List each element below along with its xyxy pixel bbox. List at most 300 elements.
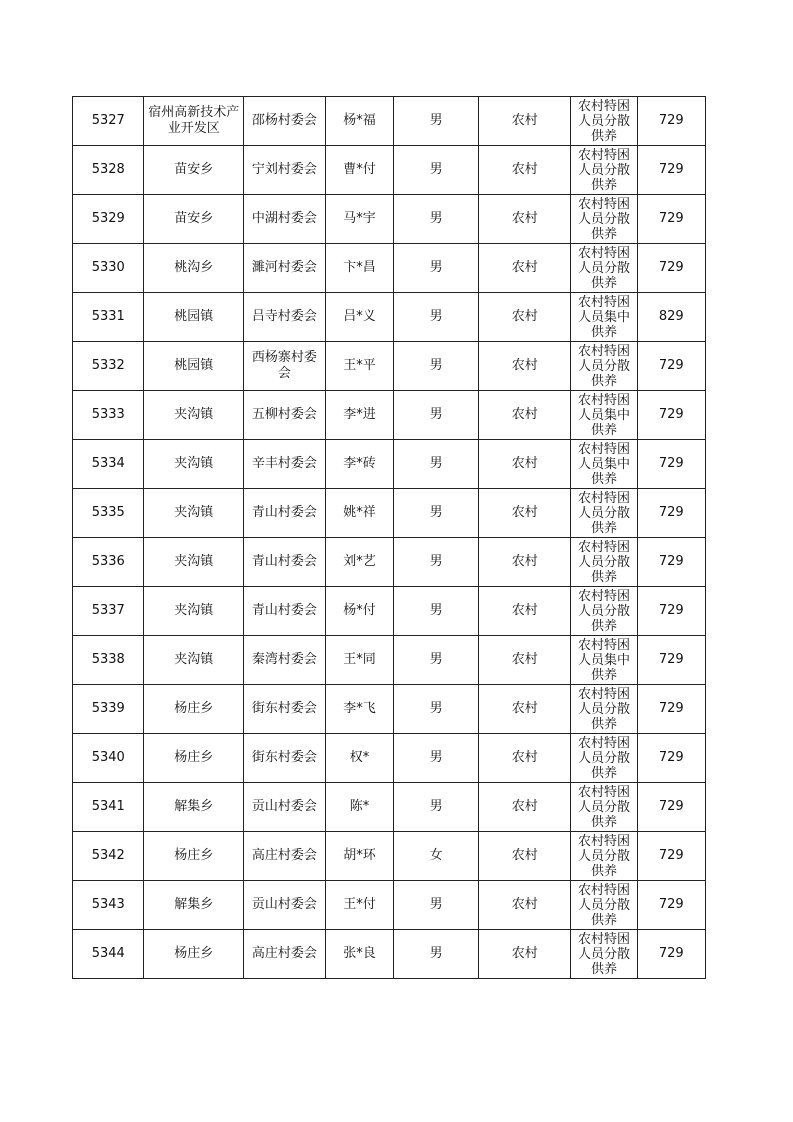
village-committee-cell [243, 440, 325, 489]
area-type-cell [479, 881, 571, 930]
area-type-text: 农村 [511, 554, 538, 569]
table-row [73, 440, 706, 489]
serial-number-text: 5327 [91, 113, 125, 128]
assistance-type-line: 农村特困 [577, 638, 630, 653]
assistance-type-line: 供养 [590, 815, 617, 830]
gender-text: 男 [429, 113, 443, 128]
village-committee-text: 濉河村委会 [251, 260, 317, 275]
assistance-type-line: 人员分散 [577, 702, 630, 717]
assistance-type-line: 供养 [590, 913, 617, 928]
table-row [73, 244, 706, 293]
area-type-text: 农村 [511, 309, 538, 324]
serial-number-cell [73, 538, 144, 587]
gender-text: 男 [429, 750, 443, 765]
assistance-type-line: 供养 [590, 766, 617, 781]
township-cell [144, 342, 243, 391]
area-type-cell [479, 244, 571, 293]
area-type-text: 农村 [511, 652, 538, 667]
person-name-text: 刘*艺 [343, 554, 376, 569]
village-committee-text: 街东村委会 [251, 701, 317, 716]
area-type-cell [479, 146, 571, 195]
township-cell [144, 293, 243, 342]
serial-number-cell [73, 195, 144, 244]
assistance-type-line: 供养 [590, 276, 617, 291]
township-text: 杨庄乡 [174, 750, 214, 765]
assistance-type-cell [571, 440, 637, 489]
serial-number-cell [73, 244, 144, 293]
gender-text: 男 [429, 701, 443, 716]
amount-cell [637, 244, 705, 293]
village-committee-text: 青山村委会 [251, 603, 317, 618]
assistance-type-text [571, 734, 636, 782]
assistance-type-text [571, 636, 636, 684]
assistance-type-cell [571, 538, 637, 587]
assistance-type-text [571, 244, 636, 292]
village-committee-cell [243, 342, 325, 391]
assistance-type-line: 人员分散 [577, 359, 630, 374]
person-name-cell [325, 636, 393, 685]
village-committee-cell [243, 930, 325, 979]
assistance-type-text [571, 930, 636, 978]
gender-cell [394, 293, 479, 342]
amount-cell [637, 489, 705, 538]
person-name-cell [325, 881, 393, 930]
area-type-text: 农村 [511, 750, 538, 765]
village-committee-cell [243, 636, 325, 685]
person-name-text: 曹*付 [343, 162, 376, 177]
village-committee-text: 高庄村委会 [251, 946, 317, 961]
township-cell [144, 734, 243, 783]
serial-number-text: 5340 [91, 750, 125, 765]
amount-text: 729 [658, 211, 684, 226]
gender-cell [394, 587, 479, 636]
assistance-type-cell [571, 195, 637, 244]
person-name-cell [325, 538, 393, 587]
township-text: 夹沟镇 [174, 407, 214, 422]
assistance-type-line: 人员分散 [577, 555, 630, 570]
amount-text: 729 [658, 652, 684, 667]
village-committee-cell [243, 881, 325, 930]
assistance-type-text [571, 685, 636, 733]
township-cell [144, 440, 243, 489]
assistance-type-line: 人员分散 [577, 849, 630, 864]
village-committee-cell [243, 195, 325, 244]
person-name-text: 王*付 [343, 897, 376, 912]
township-text: 夹沟镇 [174, 456, 214, 471]
table-row [73, 881, 706, 930]
gender-cell [394, 538, 479, 587]
assistance-type-line: 供养 [590, 129, 617, 144]
area-type-text: 农村 [511, 946, 538, 961]
person-name-cell [325, 832, 393, 881]
assistance-type-line: 供养 [590, 423, 617, 438]
village-committee-cell [243, 146, 325, 195]
assistance-type-line: 农村特困 [577, 736, 630, 751]
township-cell [144, 930, 243, 979]
township-cell [144, 195, 243, 244]
township-text: 桃园镇 [174, 309, 214, 324]
amount-text: 729 [658, 113, 684, 128]
serial-number-text: 5328 [91, 162, 125, 177]
table-row [73, 832, 706, 881]
township-text: 桃沟乡 [174, 260, 214, 275]
area-type-cell [479, 195, 571, 244]
gender-text: 男 [429, 652, 443, 667]
serial-number-text: 5339 [91, 701, 125, 716]
person-name-text: 李*砖 [343, 456, 376, 471]
assistance-type-line: 供养 [590, 668, 617, 683]
township-text: 杨庄乡 [174, 848, 214, 863]
gender-text: 男 [429, 260, 443, 275]
assistance-type-line: 人员分散 [577, 212, 630, 227]
gender-cell [394, 832, 479, 881]
township-cell [144, 244, 243, 293]
area-type-text: 农村 [511, 897, 538, 912]
person-name-cell [325, 930, 393, 979]
area-type-cell [479, 97, 571, 146]
township-cell [144, 587, 243, 636]
person-name-cell [325, 391, 393, 440]
assistance-type-cell [571, 97, 637, 146]
assistance-type-text [571, 440, 636, 488]
amount-text: 829 [658, 309, 684, 324]
area-type-cell [479, 342, 571, 391]
township-text: 夹沟镇 [174, 505, 214, 520]
assistance-type-line: 农村特困 [577, 197, 630, 212]
area-type-cell [479, 636, 571, 685]
serial-number-text: 5331 [91, 309, 125, 324]
assistance-type-line: 人员分散 [577, 604, 630, 619]
amount-cell [637, 685, 705, 734]
serial-number-text: 5335 [91, 505, 125, 520]
person-name-text: 杨*福 [343, 113, 376, 128]
serial-number-cell [73, 881, 144, 930]
assistance-type-cell [571, 293, 637, 342]
table-row [73, 587, 706, 636]
area-type-text: 农村 [511, 211, 538, 226]
amount-text: 729 [658, 162, 684, 177]
person-name-cell [325, 97, 393, 146]
village-committee-text: 中湖村委会 [251, 211, 317, 226]
assistance-type-line: 供养 [590, 962, 617, 977]
amount-cell [637, 146, 705, 195]
village-committee-text: 宁刘村委会 [251, 162, 317, 177]
gender-text: 男 [429, 946, 443, 961]
assistance-type-line: 供养 [590, 472, 617, 487]
assistance-type-line: 农村特困 [577, 99, 630, 114]
serial-number-text: 5343 [91, 897, 125, 912]
gender-text: 男 [429, 897, 443, 912]
assistance-type-line: 供养 [590, 374, 617, 389]
township-text: 宿州高新技术产业开发区 [148, 105, 240, 136]
township-text: 苗安乡 [174, 211, 214, 226]
serial-number-cell [73, 783, 144, 832]
township-text: 夹沟镇 [174, 652, 214, 667]
table-row [73, 97, 706, 146]
gender-cell [394, 783, 479, 832]
assistance-type-text [571, 489, 636, 537]
amount-text: 729 [658, 407, 684, 422]
assistance-type-text [571, 587, 636, 635]
assistance-type-text [571, 342, 636, 390]
person-name-text: 姚*祥 [343, 505, 376, 520]
village-committee-cell [243, 244, 325, 293]
assistance-type-cell [571, 489, 637, 538]
assistance-type-cell [571, 685, 637, 734]
person-name-text: 杨*付 [343, 603, 376, 618]
table-row [73, 636, 706, 685]
assistance-type-cell [571, 244, 637, 293]
person-name-cell [325, 587, 393, 636]
township-text: 杨庄乡 [174, 946, 214, 961]
assistance-type-line: 供养 [590, 570, 617, 585]
amount-text: 729 [658, 260, 684, 275]
person-name-text: 张*良 [343, 946, 376, 961]
assistance-type-line: 农村特困 [577, 540, 630, 555]
village-committee-text: 青山村委会 [251, 505, 317, 520]
assistance-type-line: 供养 [590, 864, 617, 879]
township-text: 夹沟镇 [174, 603, 214, 618]
table-row [73, 146, 706, 195]
township-text: 桃园镇 [174, 358, 214, 373]
serial-number-text: 5338 [91, 652, 125, 667]
assistance-type-cell [571, 146, 637, 195]
area-type-text: 农村 [511, 456, 538, 471]
amount-cell [637, 195, 705, 244]
township-cell [144, 391, 243, 440]
gender-text: 男 [429, 162, 443, 177]
assistance-type-line: 农村特困 [577, 687, 630, 702]
person-name-cell [325, 489, 393, 538]
assistance-type-line: 农村特困 [577, 442, 630, 457]
assistance-type-cell [571, 930, 637, 979]
assistance-type-line: 农村特困 [577, 246, 630, 261]
assistance-type-text [571, 391, 636, 439]
amount-text: 729 [658, 358, 684, 373]
table-row [73, 391, 706, 440]
amount-text: 729 [658, 750, 684, 765]
assistance-type-text [571, 195, 636, 243]
gender-text: 女 [429, 848, 443, 863]
amount-text: 729 [658, 848, 684, 863]
assistance-type-line: 农村特困 [577, 295, 630, 310]
assistance-type-cell [571, 734, 637, 783]
township-cell [144, 489, 243, 538]
person-name-cell [325, 440, 393, 489]
table-row [73, 734, 706, 783]
assistance-type-line: 农村特困 [577, 344, 630, 359]
area-type-cell [479, 685, 571, 734]
person-name-text: 王*同 [343, 652, 376, 667]
gender-cell [394, 244, 479, 293]
person-name-cell [325, 734, 393, 783]
serial-number-cell [73, 391, 144, 440]
assistance-type-line: 人员分散 [577, 163, 630, 178]
assistance-type-text [571, 881, 636, 929]
amount-cell [637, 440, 705, 489]
table-row [73, 685, 706, 734]
amount-text: 729 [658, 799, 684, 814]
gender-text: 男 [429, 505, 443, 520]
gender-cell [394, 636, 479, 685]
assistance-type-line: 供养 [590, 227, 617, 242]
person-name-text: 吕*义 [343, 309, 376, 324]
person-name-text: 胡*环 [343, 848, 376, 863]
area-type-cell [479, 391, 571, 440]
amount-cell [637, 734, 705, 783]
gender-cell [394, 440, 479, 489]
assistance-type-line: 人员集中 [577, 408, 630, 423]
table-row [73, 783, 706, 832]
person-name-cell [325, 783, 393, 832]
area-type-text: 农村 [511, 358, 538, 373]
area-type-cell [479, 293, 571, 342]
township-text: 解集乡 [174, 799, 214, 814]
serial-number-text: 5336 [91, 554, 125, 569]
person-name-text: 陈* [349, 799, 370, 814]
assistance-type-line: 人员分散 [577, 800, 630, 815]
assistance-type-text [571, 783, 636, 831]
area-type-text: 农村 [511, 701, 538, 716]
township-cell [144, 832, 243, 881]
person-name-text: 权* [349, 750, 370, 765]
table-body [73, 97, 706, 979]
area-type-text: 农村 [511, 407, 538, 422]
person-name-cell [325, 195, 393, 244]
assistance-type-text [571, 832, 636, 880]
serial-number-text: 5337 [91, 603, 125, 618]
gender-text: 男 [429, 456, 443, 471]
township-cell [144, 685, 243, 734]
village-committee-text: 邵杨村委会 [251, 113, 317, 128]
serial-number-text: 5341 [91, 799, 125, 814]
serial-number-cell [73, 293, 144, 342]
person-name-cell [325, 342, 393, 391]
amount-text: 729 [658, 456, 684, 471]
serial-number-cell [73, 342, 144, 391]
gender-text: 男 [429, 554, 443, 569]
assistance-type-line: 供养 [590, 325, 617, 340]
area-type-cell [479, 587, 571, 636]
township-cell [144, 146, 243, 195]
assistance-type-line: 供养 [590, 619, 617, 634]
assistance-type-line: 人员分散 [577, 947, 630, 962]
assistance-type-text [571, 538, 636, 586]
village-committee-text: 西杨寨村委会 [251, 350, 317, 381]
area-type-text: 农村 [511, 260, 538, 275]
assistance-type-cell [571, 783, 637, 832]
area-type-text: 农村 [511, 848, 538, 863]
amount-cell [637, 930, 705, 979]
serial-number-cell [73, 636, 144, 685]
amount-text: 729 [658, 897, 684, 912]
assistance-type-line: 供养 [590, 717, 617, 732]
amount-text: 729 [658, 505, 684, 520]
assistance-type-cell [571, 587, 637, 636]
amount-cell [637, 783, 705, 832]
township-text: 解集乡 [174, 897, 214, 912]
assistance-type-line: 人员集中 [577, 310, 630, 325]
area-type-cell [479, 440, 571, 489]
table-row [73, 930, 706, 979]
serial-number-text: 5333 [91, 407, 125, 422]
area-type-text: 农村 [511, 799, 538, 814]
amount-text: 729 [658, 946, 684, 961]
assistance-type-line: 农村特困 [577, 834, 630, 849]
serial-number-cell [73, 489, 144, 538]
village-committee-cell [243, 538, 325, 587]
assistance-type-line: 供养 [590, 178, 617, 193]
gender-cell [394, 195, 479, 244]
person-name-text: 卞*昌 [343, 260, 376, 275]
person-name-cell [325, 146, 393, 195]
assistance-type-line: 农村特困 [577, 883, 630, 898]
area-type-cell [479, 489, 571, 538]
village-committee-text: 青山村委会 [251, 554, 317, 569]
township-text: 杨庄乡 [174, 701, 214, 716]
village-committee-cell [243, 832, 325, 881]
serial-number-cell [73, 440, 144, 489]
village-committee-text: 高庄村委会 [251, 848, 317, 863]
assistance-type-cell [571, 391, 637, 440]
village-committee-text: 贡山村委会 [251, 897, 317, 912]
gender-text: 男 [429, 211, 443, 226]
township-text: 苗安乡 [174, 162, 214, 177]
beneficiary-table [72, 96, 706, 979]
amount-text: 729 [658, 701, 684, 716]
gender-cell [394, 146, 479, 195]
assistance-type-line: 人员集中 [577, 653, 630, 668]
township-cell [144, 97, 243, 146]
assistance-type-cell [571, 881, 637, 930]
assistance-type-line: 人员集中 [577, 457, 630, 472]
assistance-type-line: 农村特困 [577, 491, 630, 506]
gender-text: 男 [429, 309, 443, 324]
amount-cell [637, 832, 705, 881]
table-row [73, 195, 706, 244]
area-type-text: 农村 [511, 113, 538, 128]
serial-number-text: 5334 [91, 456, 125, 471]
assistance-type-cell [571, 636, 637, 685]
amount-text: 729 [658, 603, 684, 618]
village-committee-cell [243, 783, 325, 832]
area-type-cell [479, 832, 571, 881]
assistance-type-text [571, 293, 636, 341]
amount-cell [637, 342, 705, 391]
township-text: 夹沟镇 [174, 554, 214, 569]
gender-cell [394, 734, 479, 783]
area-type-cell [479, 783, 571, 832]
person-name-text: 李*进 [343, 407, 376, 422]
village-committee-text: 五柳村委会 [251, 407, 317, 422]
assistance-type-line: 农村特困 [577, 148, 630, 163]
area-type-cell [479, 538, 571, 587]
area-type-text: 农村 [511, 162, 538, 177]
serial-number-cell [73, 97, 144, 146]
gender-cell [394, 685, 479, 734]
village-committee-cell [243, 293, 325, 342]
village-committee-text: 辛丰村委会 [251, 456, 317, 471]
amount-cell [637, 391, 705, 440]
assistance-type-line: 人员分散 [577, 506, 630, 521]
amount-cell [637, 881, 705, 930]
person-name-cell [325, 685, 393, 734]
table-row [73, 489, 706, 538]
person-name-text: 马*宇 [343, 211, 376, 226]
assistance-type-text [571, 97, 636, 145]
village-committee-text: 街东村委会 [251, 750, 317, 765]
gender-text: 男 [429, 358, 443, 373]
